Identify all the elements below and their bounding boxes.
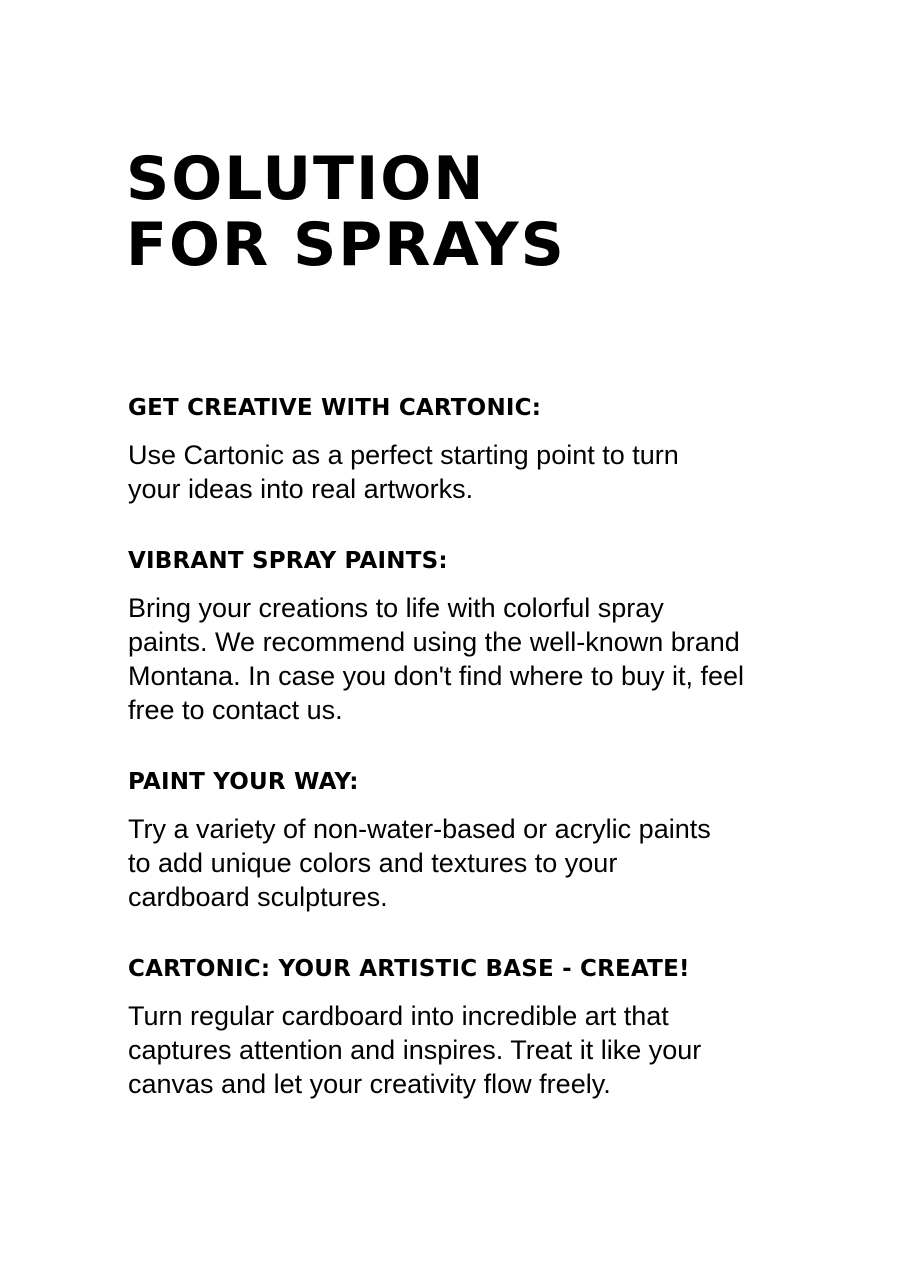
section-heading: VIBRANT SPRAY PAINTS: [128,548,448,574]
section-heading: CARTONIC: YOUR ARTISTIC BASE - CREATE! [128,956,690,982]
section-body [128,438,848,506]
body-line: to add unique colors and textures to your [128,848,618,878]
page-title-line: FOR SPRAYS [126,210,566,280]
body-line: Turn regular cardboard into incredible art that [128,1001,669,1031]
page-title-line: SOLUTION [126,144,486,214]
section-get-creative [128,394,848,506]
section-heading: GET CREATIVE WITH CARTONIC: [128,395,542,421]
body-line: Montana. In case you don't find where to buy it, feel [128,661,745,691]
body-line: captures attention and inspires. Treat it like your [128,1035,702,1065]
body-line: free to contact us. [128,695,343,725]
body-line: your ideas into real artworks. [128,474,474,504]
section-body [128,999,848,1101]
body-line: paints. We recommend using the well-known brand [128,627,740,657]
body-line: Try a variety of non-water-based or acrylic paints [128,814,711,844]
section-artistic-base [128,955,848,1101]
body-line: Use Cartonic as a perfect starting point to turn [128,440,679,470]
page-title [126,146,826,278]
section-heading: PAINT YOUR WAY: [128,769,359,795]
section-paint-your-way [128,768,848,914]
section-body [128,812,848,914]
section-body [128,591,848,727]
body-line: cardboard sculptures. [128,882,388,912]
body-line: canvas and let your creativity flow freely. [128,1069,611,1099]
body-line: Bring your creations to life with colorful spray [128,593,664,623]
section-vibrant-spray-paints [128,547,848,727]
